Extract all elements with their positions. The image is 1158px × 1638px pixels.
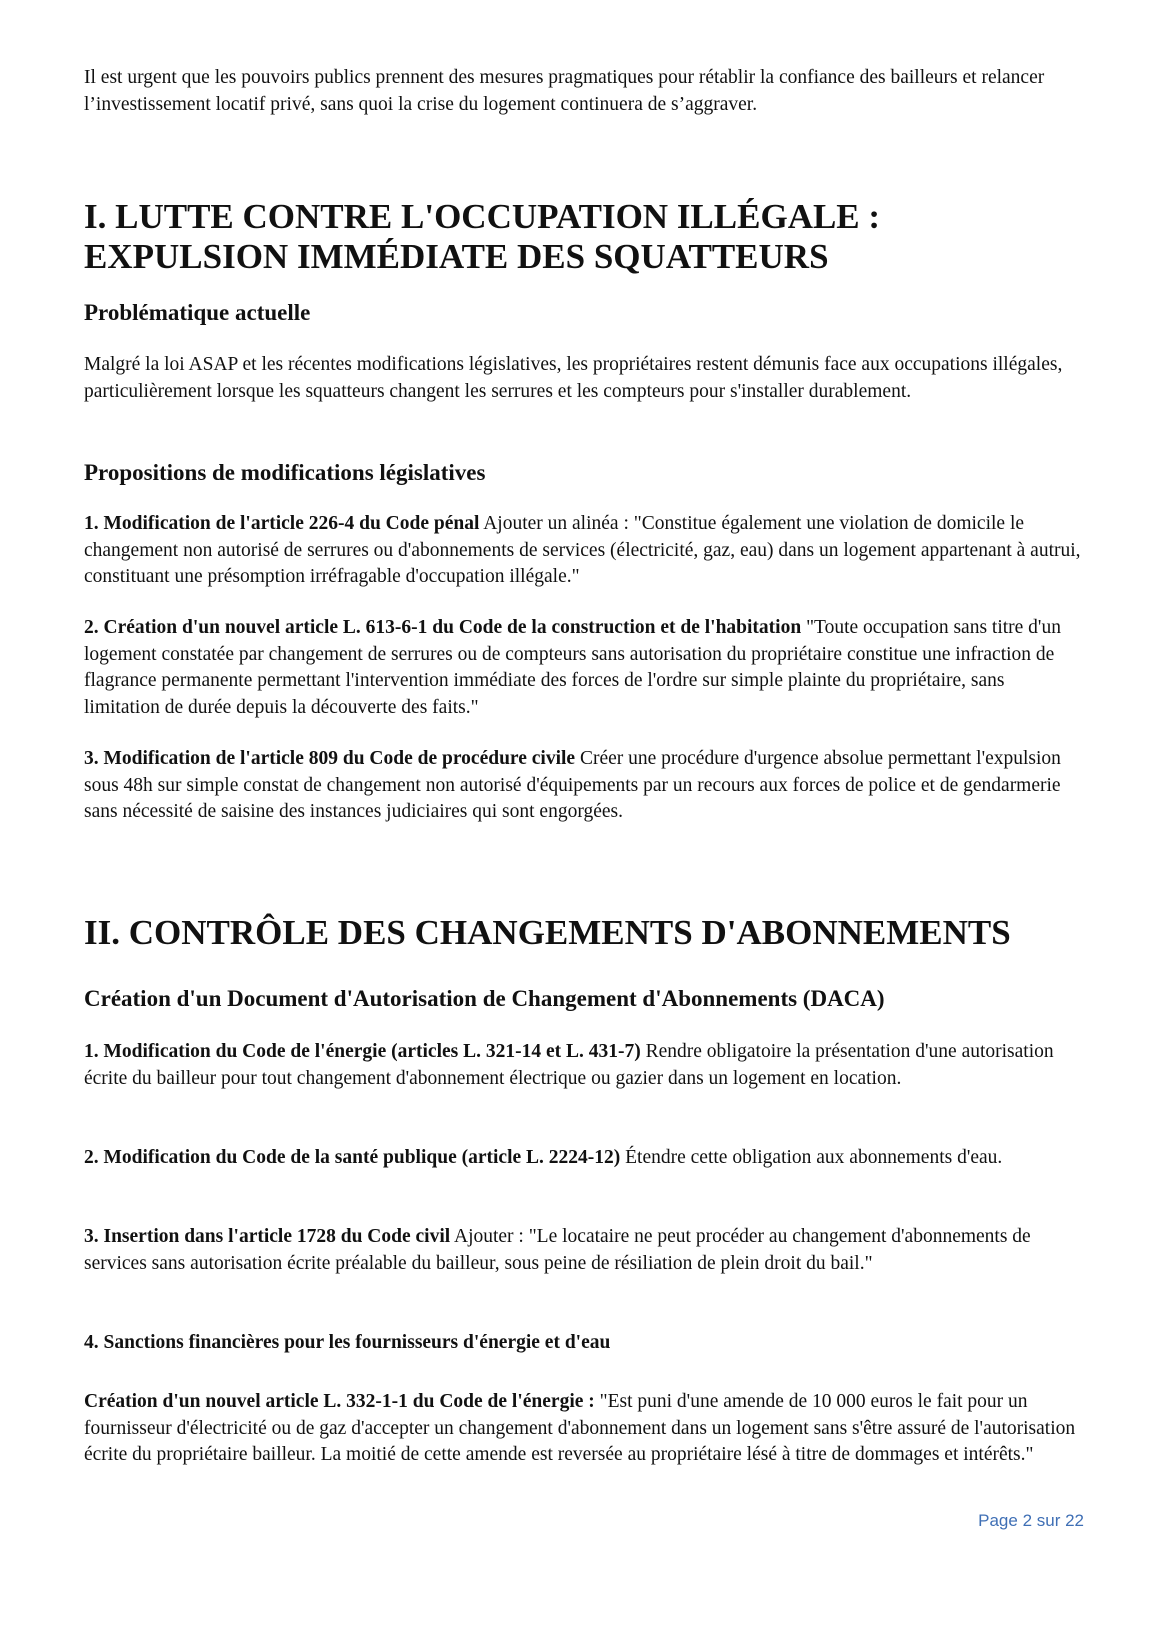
proposal-item-2-text: "Toute occupation sans titre d'un logement constatée par changement de serrures ou de compteurs sans autorisation du propriétaire constitue une infraction de flagrance permanente permettant l'intervention immédiate des forces de l'ordre sur simple plainte du propriétaire, sans limitation de durée depuis la découverte des faits." — [84, 617, 1061, 718]
proposal-item-1-lead: 1. Modification de l'article 226-4 du Code pénal — [84, 513, 480, 534]
proposal-item-1-text: Ajouter un alinéa : "Constitue également une violation de domicile le changement non autorisé de serrures ou d'abonnements de services (électricité, gaz, eau) dans un logement appartenant à autrui, constituant une présomption irréfragable d'occupation illégale." — [84, 513, 1081, 587]
daca-item-2 — [84, 1145, 1084, 1172]
article-l332-lead: Création d'un nouvel article L. 332-1-1 du Code de l'énergie : — [84, 1391, 595, 1412]
daca-item-2-lead: 2. Modification du Code de la santé publique (article L. 2224-12) — [84, 1147, 621, 1168]
section-1-title: I. LUTTE CONTRE L'OCCUPATION ILLÉGALE : EXPULSION IMMÉDIATE DES SQUATTEURS — [84, 197, 881, 276]
daca-item-1-lead: 1. Modification du Code de l'énergie (articles L. 321-14 et L. 431-7) — [84, 1041, 641, 1062]
proposal-item-1 — [84, 511, 1084, 591]
proposals-heading: Propositions de modifications législatives — [84, 460, 486, 485]
article-l332-paragraph — [84, 1389, 1084, 1469]
page-number: Page 2 sur 22 — [978, 1511, 1084, 1530]
problem-paragraph: Malgré la loi ASAP et les récentes modifications législatives, les propriétaires restent démunis face aux occupations illégales, particulièrement lorsque les squatteurs changent les serrures et les compteurs pour s'installer durablement. — [84, 354, 1063, 402]
article-l332-text: "Est puni d'une amende de 10 000 euros le fait pour un fournisseur d'électricité ou de gaz d'accepter un changement d'abonnement dans un logement sans s'être assuré de l'autorisation écrite du propriétaire bailleur. La moitié de cette amende est reversée au propriétaire lésé à titre de dommages et intérêts." — [84, 1391, 1076, 1465]
proposal-item-2-lead: 2. Création d'un nouvel article L. 613-6-1 du Code de la construction et de l'habitation — [84, 617, 802, 638]
section-2-title: II. CONTRÔLE DES CHANGEMENTS D'ABONNEMENTS — [84, 913, 1011, 952]
proposal-item-3 — [84, 746, 1084, 826]
sanctions-heading-text: 4. Sanctions financières pour les fournisseurs d'énergie et d'eau — [84, 1332, 611, 1353]
proposal-item-3-text: Créer une procédure d'urgence absolue permettant l'expulsion sous 48h sur simple constat de changement non autorisé d'équipements par un recours aux forces de police et de gendarmerie sans nécessité de saisine des instances judiciaires qui sont engorgées. — [84, 748, 1061, 822]
daca-item-1-text: Rendre obligatoire la présentation d'une autorisation écrite du bailleur pour tout changement d'abonnement électrique ou gazier dans un logement en location. — [84, 1041, 1054, 1089]
problem-heading: Problématique actuelle — [84, 300, 311, 325]
proposal-item-3-lead: 3. Modification de l'article 809 du Code de procédure civile — [84, 748, 576, 769]
daca-item-1 — [84, 1039, 1084, 1092]
daca-item-3-text: Ajouter : "Le locataire ne peut procéder au changement d'abonnements de services sans autorisation écrite préalable du bailleur, sous peine de résiliation de plein droit du bail." — [84, 1226, 1031, 1274]
daca-item-2-text: Étendre cette obligation aux abonnements d'eau. — [620, 1147, 1003, 1168]
daca-item-3-lead: 3. Insertion dans l'article 1728 du Code civil — [84, 1226, 451, 1247]
sanctions-heading — [84, 1330, 1084, 1357]
daca-item-3 — [84, 1224, 1084, 1277]
proposal-item-2 — [84, 615, 1084, 721]
intro-paragraph: Il est urgent que les pouvoirs publics prennent des mesures pragmatiques pour rétablir la confiance des bailleurs et relancer l’investissement locatif privé, sans quoi la crise du logement continuera de s’aggraver. — [84, 67, 1045, 115]
daca-heading: Création d'un Document d'Autorisation de Changement d'Abonnements (DACA) — [84, 986, 885, 1011]
